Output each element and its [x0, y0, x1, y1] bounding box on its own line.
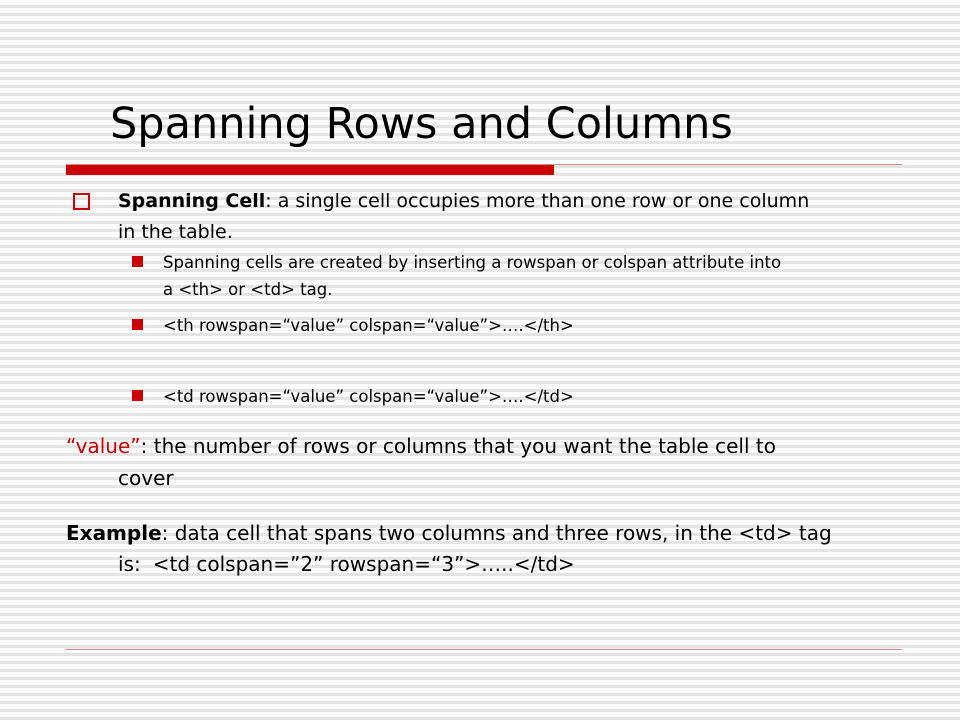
sub-bullet-th-syntax: <th rowspan=“value” colspan=“value”>….</th>	[163, 316, 574, 335]
title-accent-bar	[66, 165, 554, 175]
example-label: Example	[66, 521, 162, 545]
square-bullet-icon	[132, 256, 143, 267]
example-line1	[66, 518, 832, 549]
value-definition-line2: cover	[118, 466, 174, 490]
spanning-cell-term: Spanning Cell	[118, 190, 266, 212]
slide-title: Spanning Rows and Columns	[110, 99, 733, 149]
bullet-spanning-cell-line1	[118, 187, 809, 216]
value-definition-line1	[66, 431, 776, 462]
hollow-square-bullet-icon	[73, 193, 90, 210]
bottom-divider	[66, 649, 902, 650]
square-bullet-icon	[132, 390, 143, 401]
value-definition-text: : the number of rows or columns that you want the table cell to	[140, 434, 776, 458]
square-bullet-icon	[132, 319, 143, 330]
bullet-spanning-cell-line2: in the table.	[118, 221, 233, 243]
example-text: : data cell that spans two columns and three rows, in the <td> tag	[161, 521, 832, 545]
spanning-cell-definition: : a single cell occupies more than one row or one column	[265, 190, 810, 212]
example-code: <td colspan=”2” rowspan=“3”>…..</td>	[152, 552, 575, 576]
example-line2	[118, 549, 575, 580]
example-prefix: is:	[118, 552, 141, 576]
sub-bullet-td-syntax: <td rowspan=“value” colspan=“value”>….</td>	[163, 387, 574, 406]
sub-bullet-creation-line1: Spanning cells are created by inserting a rowspan or colspan attribute into	[163, 253, 782, 272]
value-term: “value”	[66, 434, 141, 458]
sub-bullet-creation-line2: a <th> or <td> tag.	[163, 280, 333, 299]
